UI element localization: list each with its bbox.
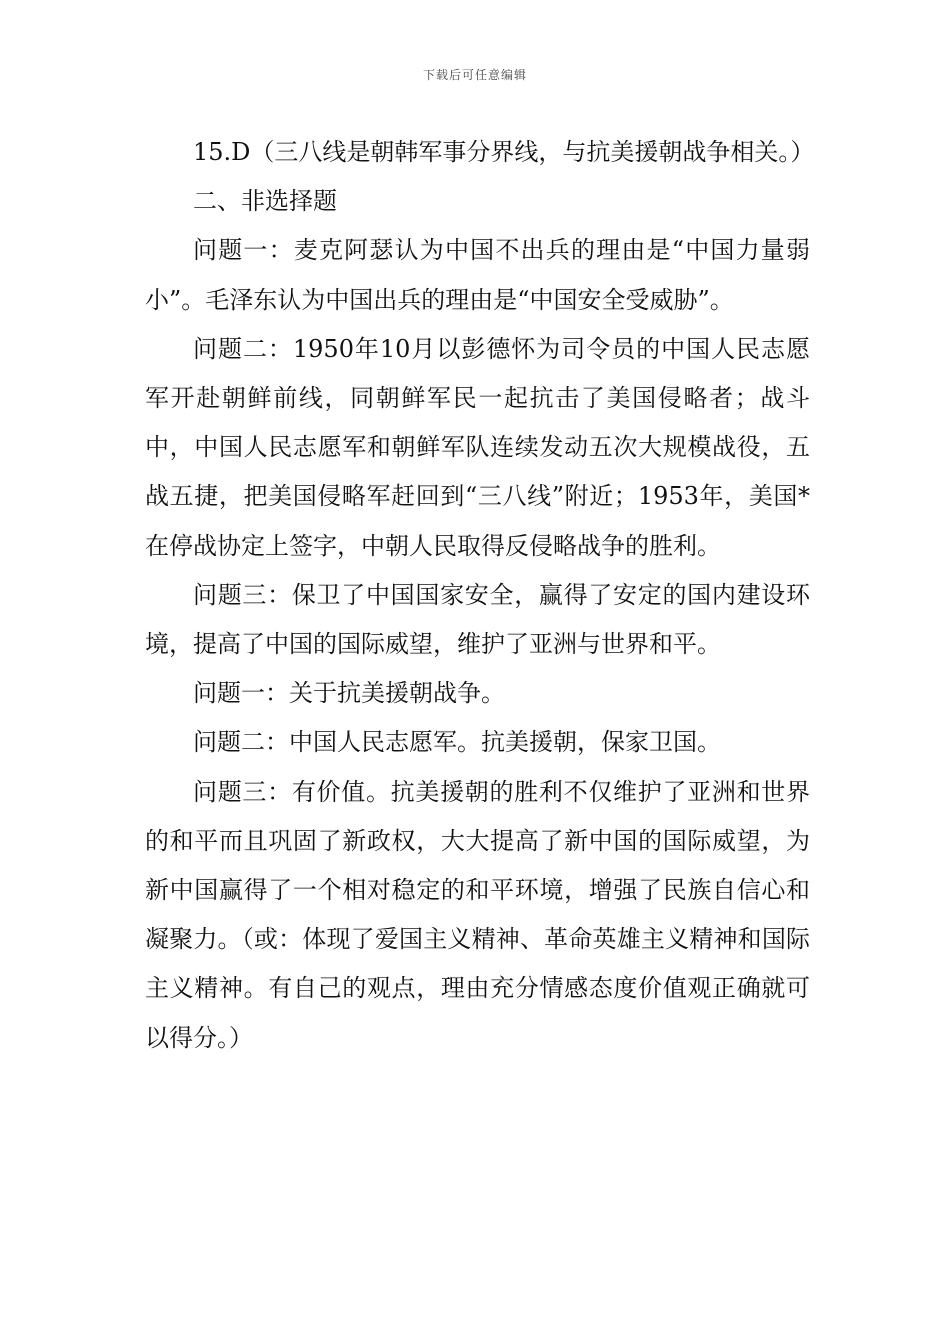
page-header: 下载后可任意编辑 xyxy=(422,68,527,82)
question-three-value: 问题三：有价值。抗美援朝的胜利不仅维护了亚洲和世界的和平而且巩固了新政权，大大提高了新中国的国际威望，为新中国赢得了一个相对稳定的和平环境，增强了民族自信心和凝聚力。（或：体现了爱国主义精神、革命英雄主义精神和国际主义精神。有自己的观点，理由充分情感态度价值观正确就可以得分。） xyxy=(145,777,810,1052)
question-two-topic: 问题二：中国人民志愿军。抗美援朝，保家卫国。 xyxy=(193,728,721,757)
question-three-paragraph: 问题三：保卫了中国国家安全，赢得了安定的国内建设环境，提高了中国的国际威望，维护了亚洲与世界和平。 xyxy=(145,580,810,659)
section-heading-non-choice: 二、非选择题 xyxy=(193,187,337,216)
answer-15: 15.D（三八线是朝韩军事分界线，与抗美援朝战争相关。） xyxy=(193,138,815,166)
question-one-topic: 问题一：关于抗美援朝战争。 xyxy=(193,679,505,708)
question-one-paragraph: 问题一：麦克阿瑟认为中国不出兵的理由是“中国力量弱小”。毛泽东认为中国出兵的理由是“中国安全受威胁”。 xyxy=(145,236,810,314)
document-body xyxy=(145,128,815,1063)
question-two-paragraph: 问题二：1950年10月以彭德怀为司令员的中国人民志愿军开赴朝鲜前线，同朝鲜军民一起抗击了美国侵略者；战斗中，中国人民志愿军和朝鲜军队连续发动五次大规模战役，五战五捷，把美国侵略军赶回到“三八线”附近；1953年，美国*在停战协定上签字，中朝人民取得反侵略战争的胜利。 xyxy=(145,334,810,560)
